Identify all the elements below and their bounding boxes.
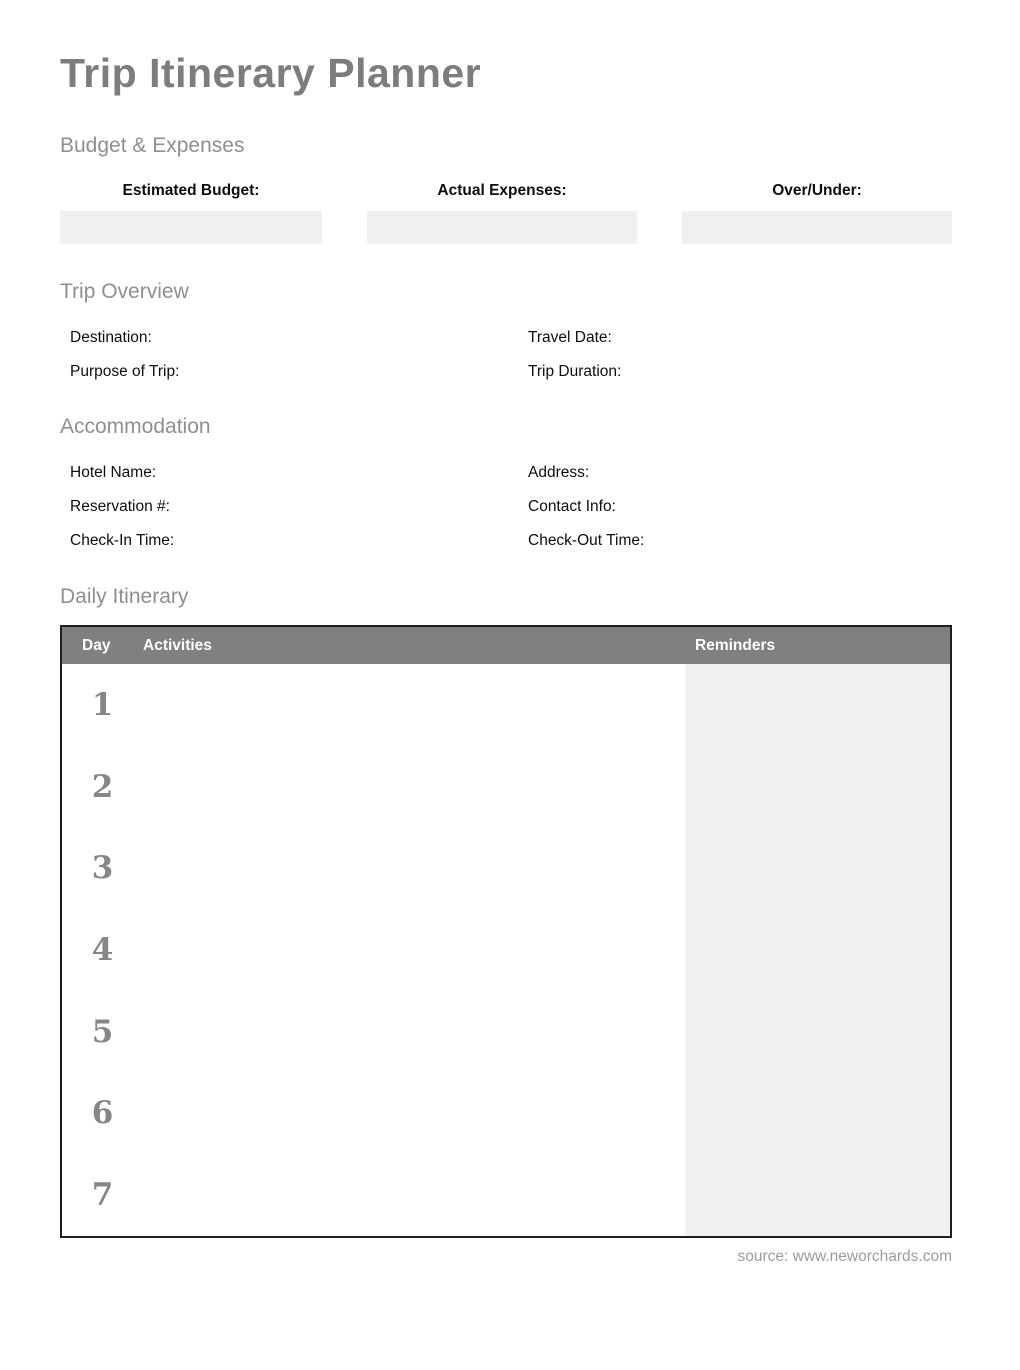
hotel-name-label: Hotel Name: — [70, 464, 157, 481]
activities-cell[interactable] — [143, 1154, 685, 1236]
actual-expenses-field — [367, 182, 637, 244]
activities-cell[interactable] — [143, 909, 685, 991]
activities-cell[interactable] — [143, 664, 685, 746]
reminders-cell[interactable] — [685, 991, 950, 1073]
page-title: Trip Itinerary Planner — [60, 50, 482, 96]
activities-cell[interactable] — [143, 991, 685, 1073]
purpose-of-trip-label: Purpose of Trip: — [70, 363, 180, 380]
reminders-cell[interactable] — [685, 746, 950, 828]
day-cell — [62, 1072, 143, 1154]
day-number: 5 — [91, 1013, 114, 1050]
day-cell — [62, 991, 143, 1073]
destination-label: Destination: — [70, 329, 152, 346]
planner-page — [0, 50, 1020, 1266]
day-number: 2 — [91, 768, 114, 805]
over-under-field — [682, 182, 952, 244]
column-header-reminders: Reminders — [695, 636, 776, 654]
day-cell — [62, 827, 143, 909]
table-row — [62, 664, 950, 746]
day-cell — [62, 664, 143, 746]
reminders-cell[interactable] — [685, 827, 950, 909]
source-attribution: source: www.neworchards.com — [737, 1247, 952, 1265]
column-header-activities: Activities — [143, 636, 212, 654]
estimated-budget-input[interactable] — [60, 211, 322, 244]
column-header-day: Day — [82, 636, 111, 654]
table-row — [62, 1072, 950, 1154]
check-out-time-label: Check-Out Time: — [528, 532, 645, 549]
activities-cell[interactable] — [143, 746, 685, 828]
check-in-time-label: Check-In Time: — [70, 532, 175, 549]
address-label: Address: — [528, 464, 590, 481]
estimated-budget-label: Estimated Budget: — [122, 182, 260, 199]
table-row — [62, 909, 950, 991]
day-number: 6 — [91, 1095, 114, 1132]
accommodation-section-heading: Accommodation — [60, 415, 211, 438]
travel-date-label: Travel Date: — [528, 329, 612, 346]
over-under-label: Over/Under: — [772, 182, 862, 199]
day-number: 7 — [91, 1176, 114, 1213]
table-row — [62, 827, 950, 909]
budget-fields — [60, 182, 952, 244]
reminders-cell[interactable] — [685, 1072, 950, 1154]
table-row — [62, 991, 950, 1073]
itinerary-table-header — [62, 627, 950, 664]
day-cell — [62, 909, 143, 991]
day-cell — [62, 746, 143, 828]
trip-duration-label: Trip Duration: — [528, 363, 622, 380]
reservation-number-label: Reservation #: — [70, 498, 170, 515]
itinerary-section-heading: Daily Itinerary — [60, 585, 189, 608]
accommodation-fields — [60, 463, 952, 551]
estimated-budget-field — [60, 182, 322, 244]
actual-expenses-label: Actual Expenses: — [437, 182, 567, 199]
daily-itinerary-table — [60, 625, 952, 1238]
day-cell — [62, 1154, 143, 1236]
over-under-input[interactable] — [682, 211, 952, 244]
reminders-cell[interactable] — [685, 1154, 950, 1236]
day-number: 4 — [91, 931, 114, 968]
day-number: 3 — [91, 850, 114, 887]
reminders-cell[interactable] — [685, 664, 950, 746]
budget-section-heading: Budget & Expenses — [60, 134, 245, 157]
actual-expenses-input[interactable] — [367, 211, 637, 244]
day-number: 1 — [91, 686, 114, 723]
activities-cell[interactable] — [143, 1072, 685, 1154]
reminders-cell[interactable] — [685, 909, 950, 991]
table-row — [62, 746, 950, 828]
activities-cell[interactable] — [143, 827, 685, 909]
overview-section-heading: Trip Overview — [60, 280, 189, 303]
contact-info-label: Contact Info: — [528, 498, 616, 515]
table-row — [62, 1154, 950, 1236]
overview-fields — [60, 328, 952, 382]
